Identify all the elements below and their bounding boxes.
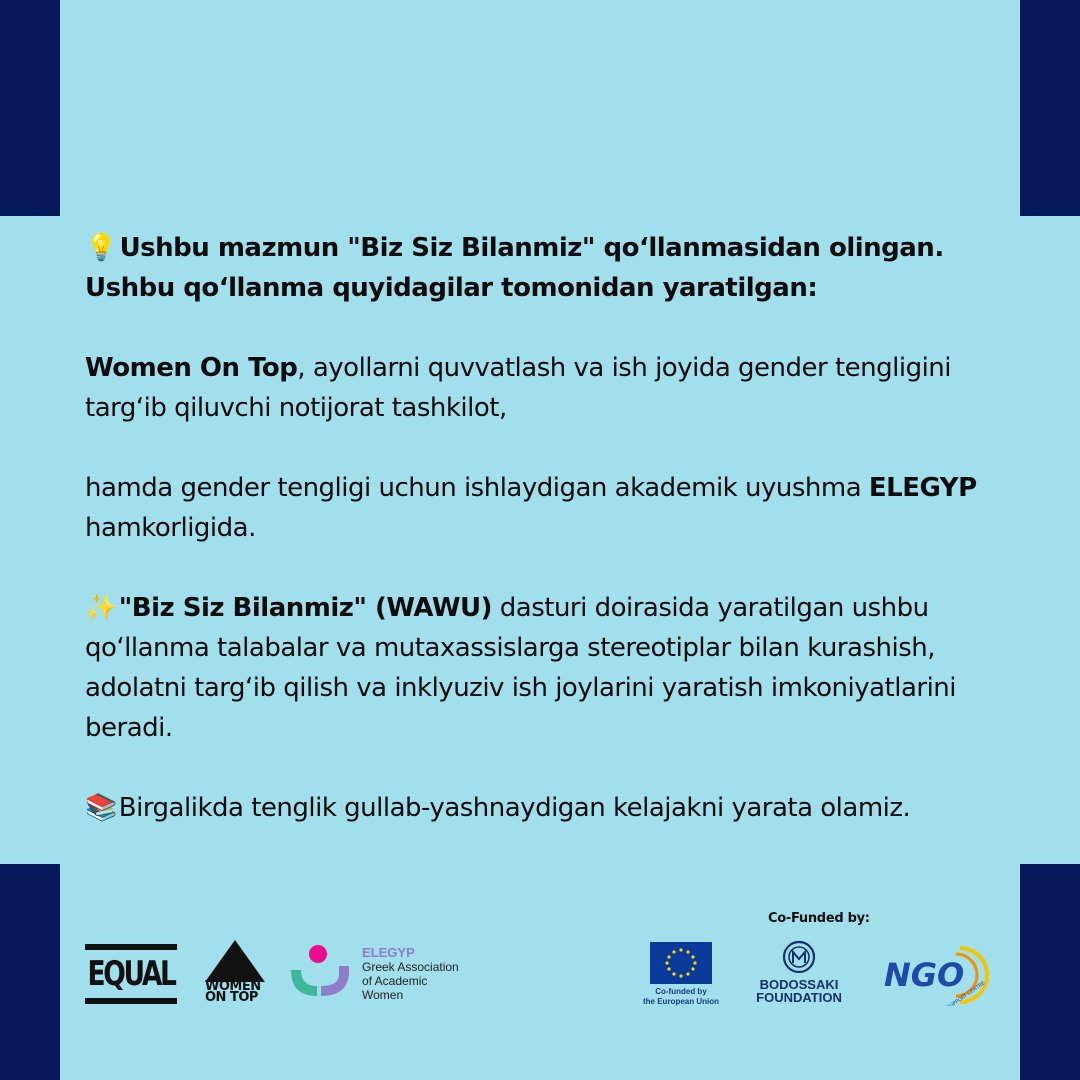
corner-bar-top-left — [0, 0, 60, 216]
lightbulb-icon: 💡 — [85, 233, 117, 263]
women-on-top-logo: WOMEN ON TOP — [205, 940, 267, 1010]
corner-bar-bottom-left — [0, 864, 60, 1080]
intro-paragraph — [85, 228, 990, 308]
bodossaki-text: BODOSSAKI FOUNDATION — [756, 977, 842, 1005]
corner-bar-bottom-right — [1020, 864, 1080, 1080]
closing-paragraph: 📚 Birgalikda tenglik gullab-yashnaydigan kelajakni yarata olamiz. — [85, 788, 990, 828]
cofunded-label: Co-Funded by: — [768, 911, 870, 926]
wawu-program-name: "Biz Siz Bilanmiz" (WAWU) — [118, 593, 492, 623]
ngo-support-centre-logo — [882, 940, 1002, 1006]
women-on-top-paragraph: Women On Top, ayollarni quvvatlash va ish joyida gender tengligini targ‘ib qiluvchi notijorat tashkilot, — [85, 353, 952, 423]
triangle-icon — [205, 940, 265, 982]
equal-logo: EQUAL — [85, 944, 177, 1004]
women-on-top-name: Women On Top — [85, 353, 298, 383]
sparkles-icon: ✨ — [85, 593, 117, 623]
eu-stars-icon — [650, 942, 712, 984]
elegyp-name: ELEGYP — [868, 473, 977, 503]
intro-line-1: Ushbu mazmun "Biz Siz Bilanmiz" qo‘llanmasidan olingan. — [119, 233, 944, 263]
eu-flag-logo — [650, 942, 712, 984]
wawu-paragraph: ✨ "Biz Siz Bilanmiz" (WAWU) dasturi doirasida yaratilgan ushbu qo‘llanma talabalar va mutaxassislarga stereotiplar bilan kurashish, adolatni targ‘ib qilish va inklyuziv ish joylarini yaratish imkoniyatlarini beradi. — [85, 588, 990, 748]
books-icon: 📚 — [85, 793, 117, 823]
elegyp-logo — [287, 944, 357, 1002]
svg-text:NGO: NGO — [884, 956, 965, 994]
elegyp-mark-icon — [287, 944, 357, 1002]
bodossaki-emblem — [782, 940, 816, 976]
corner-bar-top-right — [1020, 0, 1080, 216]
bodossaki-icon — [782, 940, 816, 976]
elegyp-paragraph: hamda gender tengligi uchun ishlaydigan akademik uyushma ELEGYP hamkorligida. — [85, 473, 977, 543]
svg-text:SUPPORT CENTRE: SUPPORT CENTRE — [946, 980, 987, 1006]
eu-caption: Co-funded by the European Union — [643, 987, 719, 1006]
ngo-logo-icon — [882, 940, 1002, 1006]
elegyp-caption: ELEGYP Greek Association of Academic Women — [362, 945, 459, 1002]
main-text — [85, 228, 990, 828]
intro-line-2: Ushbu qo‘llanma quyidagilar tomonidan yaratilgan: — [85, 273, 818, 303]
